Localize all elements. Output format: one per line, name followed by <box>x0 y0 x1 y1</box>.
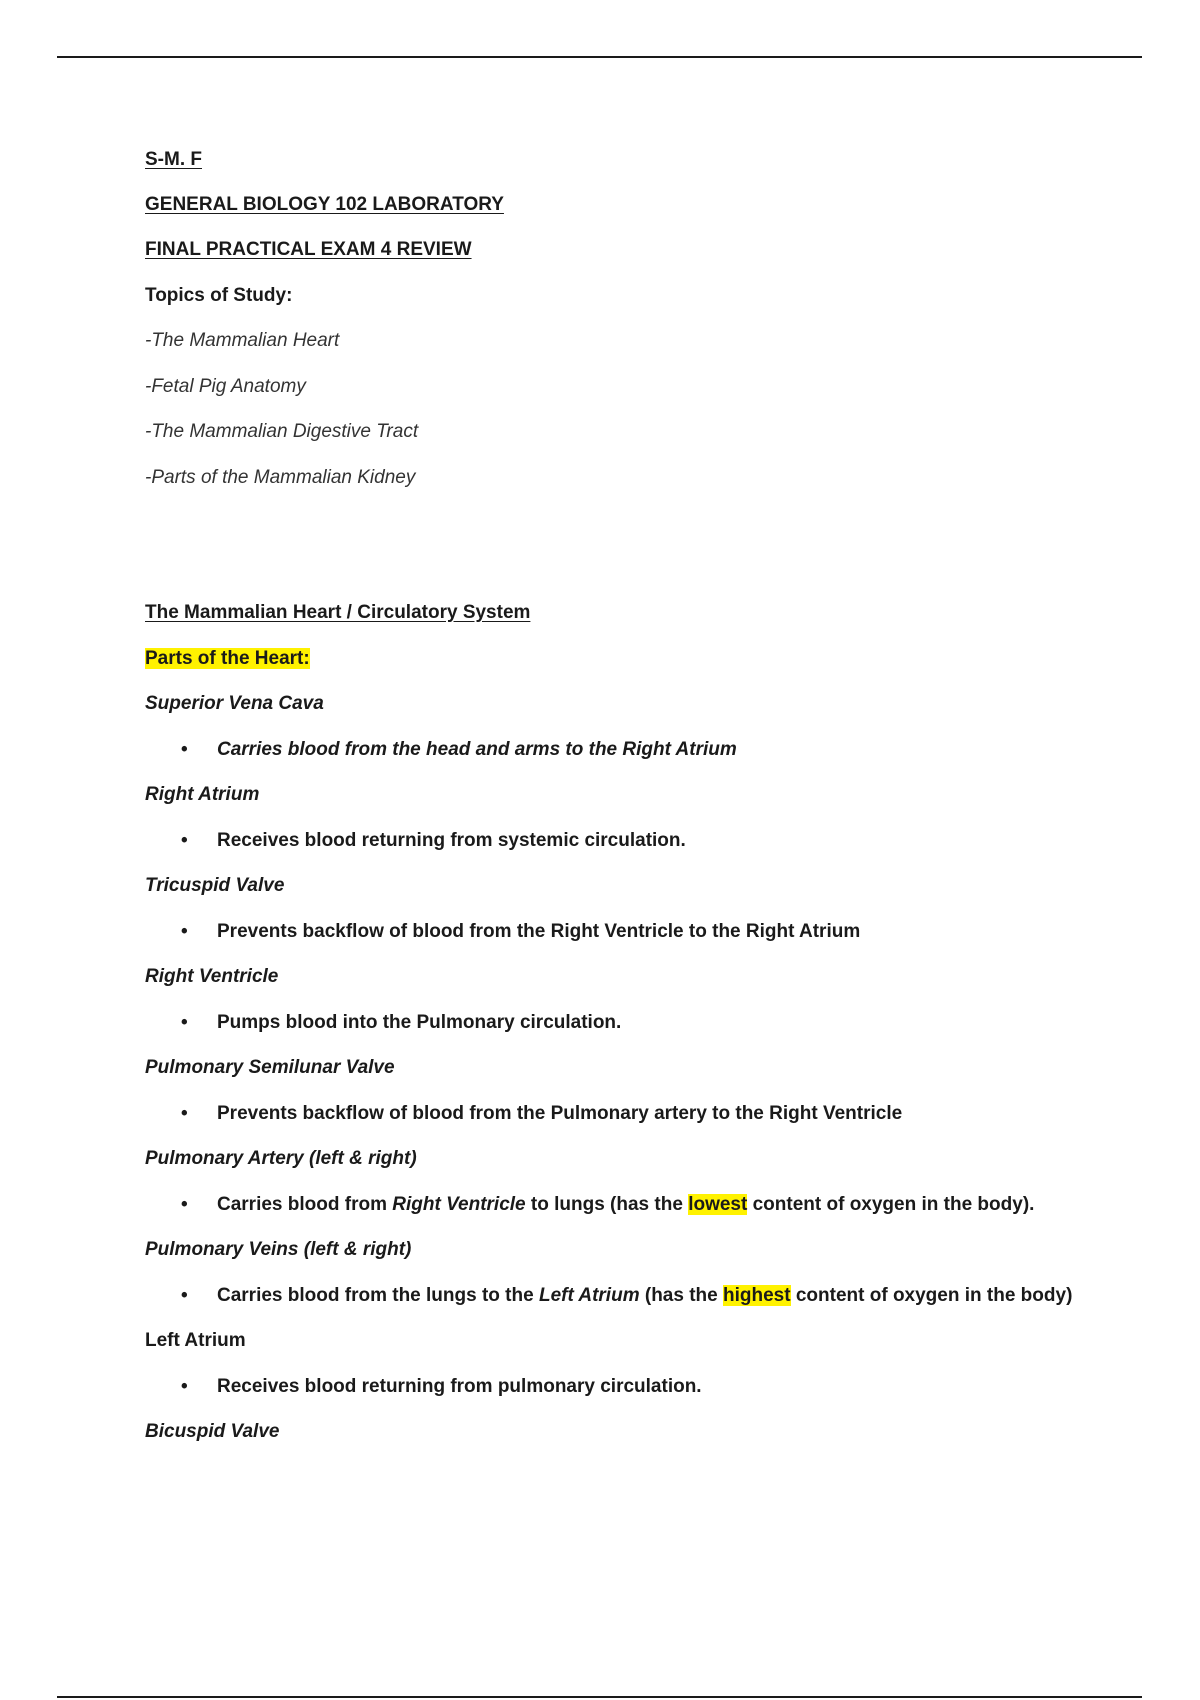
bullet-icon: • <box>181 921 188 942</box>
bullet-text: Receives blood returning from pulmonary circulation. <box>217 1376 702 1397</box>
bullet-text: Prevents backflow of blood from the Pulmonary artery to the Right Ventricle <box>217 1103 903 1124</box>
part-name-right-atrium: Right Atrium <box>145 784 260 805</box>
author-line: S-M. F <box>145 149 202 170</box>
topic-item: -Fetal Pig Anatomy <box>145 376 306 397</box>
exam-title: FINAL PRACTICAL EXAM 4 REVIEW <box>145 239 472 260</box>
bullet-icon: • <box>181 1376 188 1397</box>
text-segment: to lungs (has the <box>525 1194 689 1215</box>
text-segment: Carries blood from the lungs to the <box>217 1285 539 1306</box>
text-segment: Carries blood from <box>217 1194 393 1215</box>
part-name-pulmonary-veins: Pulmonary Veins (left & right) <box>145 1239 412 1260</box>
bullet-text: Receives blood returning from systemic circulation. <box>217 830 686 851</box>
bullet-icon: • <box>181 1012 188 1033</box>
topics-heading: Topics of Study: <box>145 285 293 306</box>
part-name-superior-vena-cava: Superior Vena Cava <box>145 693 324 714</box>
topic-item: -The Mammalian Digestive Tract <box>145 421 419 442</box>
part-name-left-atrium: Left Atrium <box>145 1330 246 1351</box>
part-name-tricuspid-valve: Tricuspid Valve <box>145 875 285 896</box>
emphasis-text: Left Atrium <box>538 1285 640 1306</box>
text-segment: content of oxygen in the body) <box>790 1285 1073 1306</box>
bullet-text: Carries blood from the head and arms to the Right Atrium <box>217 739 737 760</box>
footer-rule <box>57 1696 1142 1698</box>
bullet-text: Pumps blood into the Pulmonary circulation. <box>217 1012 622 1033</box>
bullet-icon: • <box>181 1194 188 1215</box>
highlighted-word: highest <box>723 1285 791 1306</box>
bullet-icon: • <box>181 1285 188 1306</box>
bullet-text: Prevents backflow of blood from the Right Ventricle to the Right Atrium <box>217 921 861 942</box>
emphasis-text: Right Ventricle <box>392 1194 526 1215</box>
topic-item: -Parts of the Mammalian Kidney <box>145 467 416 488</box>
highlighted-subheading: Parts of the Heart: <box>145 648 310 669</box>
bullet-icon: • <box>181 1103 188 1124</box>
part-name-pulmonary-artery: Pulmonary Artery (left & right) <box>145 1148 417 1169</box>
bullet-text <box>217 1284 1072 1308</box>
part-name-pulmonary-semilunar-valve: Pulmonary Semilunar Valve <box>145 1057 395 1078</box>
course-title: GENERAL BIOLOGY 102 LABORATORY <box>145 194 504 215</box>
part-name-bicuspid-valve: Bicuspid Valve <box>145 1421 280 1442</box>
topic-item: -The Mammalian Heart <box>145 330 340 351</box>
bullet-icon: • <box>181 739 188 760</box>
section-subheading <box>145 647 310 671</box>
text-segment: content of oxygen in the body). <box>747 1194 1035 1215</box>
text-segment: (has the <box>639 1285 723 1306</box>
section-title: The Mammalian Heart / Circulatory System <box>145 602 531 623</box>
bullet-text <box>217 1193 1034 1217</box>
highlighted-word: lowest <box>688 1194 748 1215</box>
bullet-icon: • <box>181 830 188 851</box>
part-name-right-ventricle: Right Ventricle <box>145 966 279 987</box>
header-rule <box>57 56 1142 58</box>
